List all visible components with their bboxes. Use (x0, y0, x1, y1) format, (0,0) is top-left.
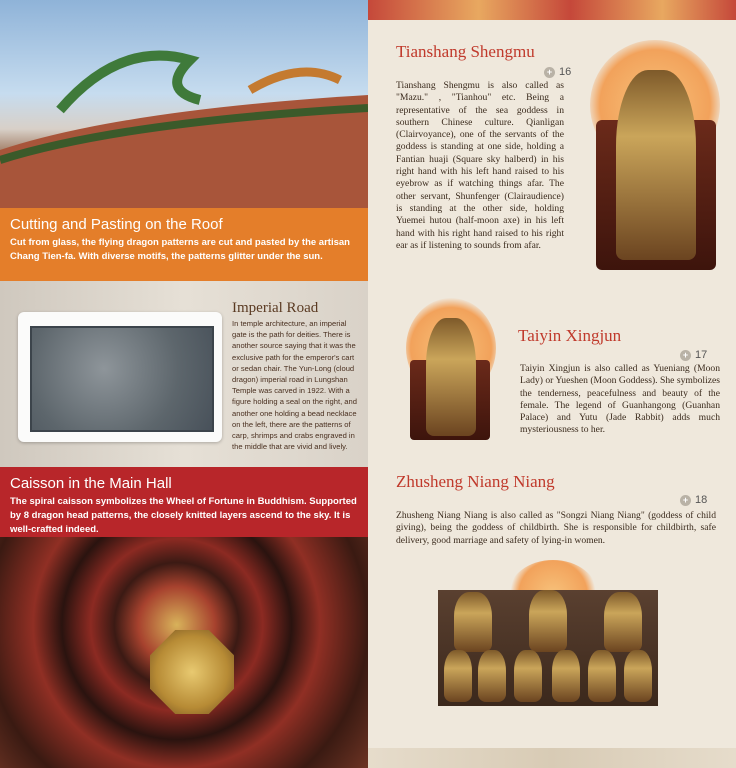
imperial-road-title: Imperial Road (232, 300, 319, 316)
caisson-caption-band (0, 467, 368, 537)
roof-dragon-photo (0, 0, 368, 208)
roof-caption-band (0, 208, 368, 281)
taiyin-number: 17 (695, 349, 708, 361)
tianshang-statue-photo (616, 70, 696, 260)
decorative-top-band (368, 0, 736, 20)
statue-figure (604, 592, 642, 652)
plus-icon: + (680, 350, 691, 361)
roof-caption-title: Cutting and Pasting on the Roof (10, 216, 223, 233)
tianshang-number: 16 (559, 66, 572, 78)
taiyin-number-badge (680, 345, 707, 363)
roof-caption-text: Cut from glass, the flying dragon patterns are cut and pasted by the artisan Chang Tien-fa. With diverse motifs, the patterns glitter under the sun. (10, 237, 350, 262)
zhusheng-text: Zhusheng Niang Niang is also called as "Songzi Niang Niang" (goddess of child giving), being the goddess of childbirth. She is responsible for childbirth, safe delivery, good marriage and safety of lying-in women. (396, 510, 716, 546)
caisson-caption-text: The spiral caisson symbolizes the Wheel of Fortune in Buddhism. Supported by 8 dragon head patterns, the closely knitted layers ascend to the sky. It is well-crafted indeed. (10, 496, 357, 535)
statue-figure (588, 650, 616, 702)
zhusheng-statues-photo (438, 590, 658, 706)
taiyin-text: Taiyin Xingjun is also called as Yueniang (Moon Lady) or Yueshen (Moon Goddess). She symbolizes the tenderness, peacefulness and beauty of the female. The legend of Guanhangong (Guanhan Palace) and Yutu (Jade Rabbit) adds much mysteriousness to her. (520, 363, 720, 436)
statue-figure (552, 650, 580, 702)
caisson-caption-title: Caisson in the Main Hall (10, 475, 172, 492)
tianshang-title: Tianshang Shengmu (396, 42, 535, 61)
statue-figure (624, 650, 652, 702)
statue-figure (444, 650, 472, 702)
tianshang-number-badge (544, 62, 571, 80)
statue-figure (454, 592, 492, 652)
zhusheng-number-badge (680, 490, 707, 508)
statue-figure (478, 650, 506, 702)
taiyin-statue-photo (426, 318, 476, 436)
plus-icon: + (680, 495, 691, 506)
right-page (368, 0, 736, 768)
plus-icon: + (544, 67, 555, 78)
statue-figure (529, 590, 567, 652)
zhusheng-number: 18 (695, 494, 708, 506)
taiyin-title: Taiyin Xingjun (518, 326, 622, 345)
decorative-bottom-band (368, 748, 736, 768)
tianshang-text: Tianshang Shengmu is also called as "Mazu." , "Tianhou" etc. Being a representative of the sea goddess in southern Chinese culture. Qianligan (Clairvoyance), one of the servants of the goddess is standing at one side, holding a Fantian huaji (Square sky halberd) in his right hand with his left hand raised to his eyebrow as if watching things afar. The other servant, Shunfenger (Clairaudience) is standing at the other side, holding Yuemei hutou (half-moon axe) in his left hand with his right hand raised to his right ear as if listening to sounds from afar. (396, 80, 564, 251)
imperial-road-carving-photo (30, 326, 214, 432)
zhusheng-title: Zhusheng Niang Niang (396, 472, 555, 491)
statue-figure (514, 650, 542, 702)
imperial-road-text: In temple architecture, an imperial gate is the path for deities. There is another source saying that it was the exclusive path for the emperor's cart or sedan chair. The Yun-Long (cloud dragon) imperial road in Lungshan Temple was carved in 1922. With a figure holding a seal on the right, and another one holding a bead necklace on the left, there are the patterns of carp, shrimps and crabs engraved in the middle that are vivid and lively. (232, 319, 357, 452)
